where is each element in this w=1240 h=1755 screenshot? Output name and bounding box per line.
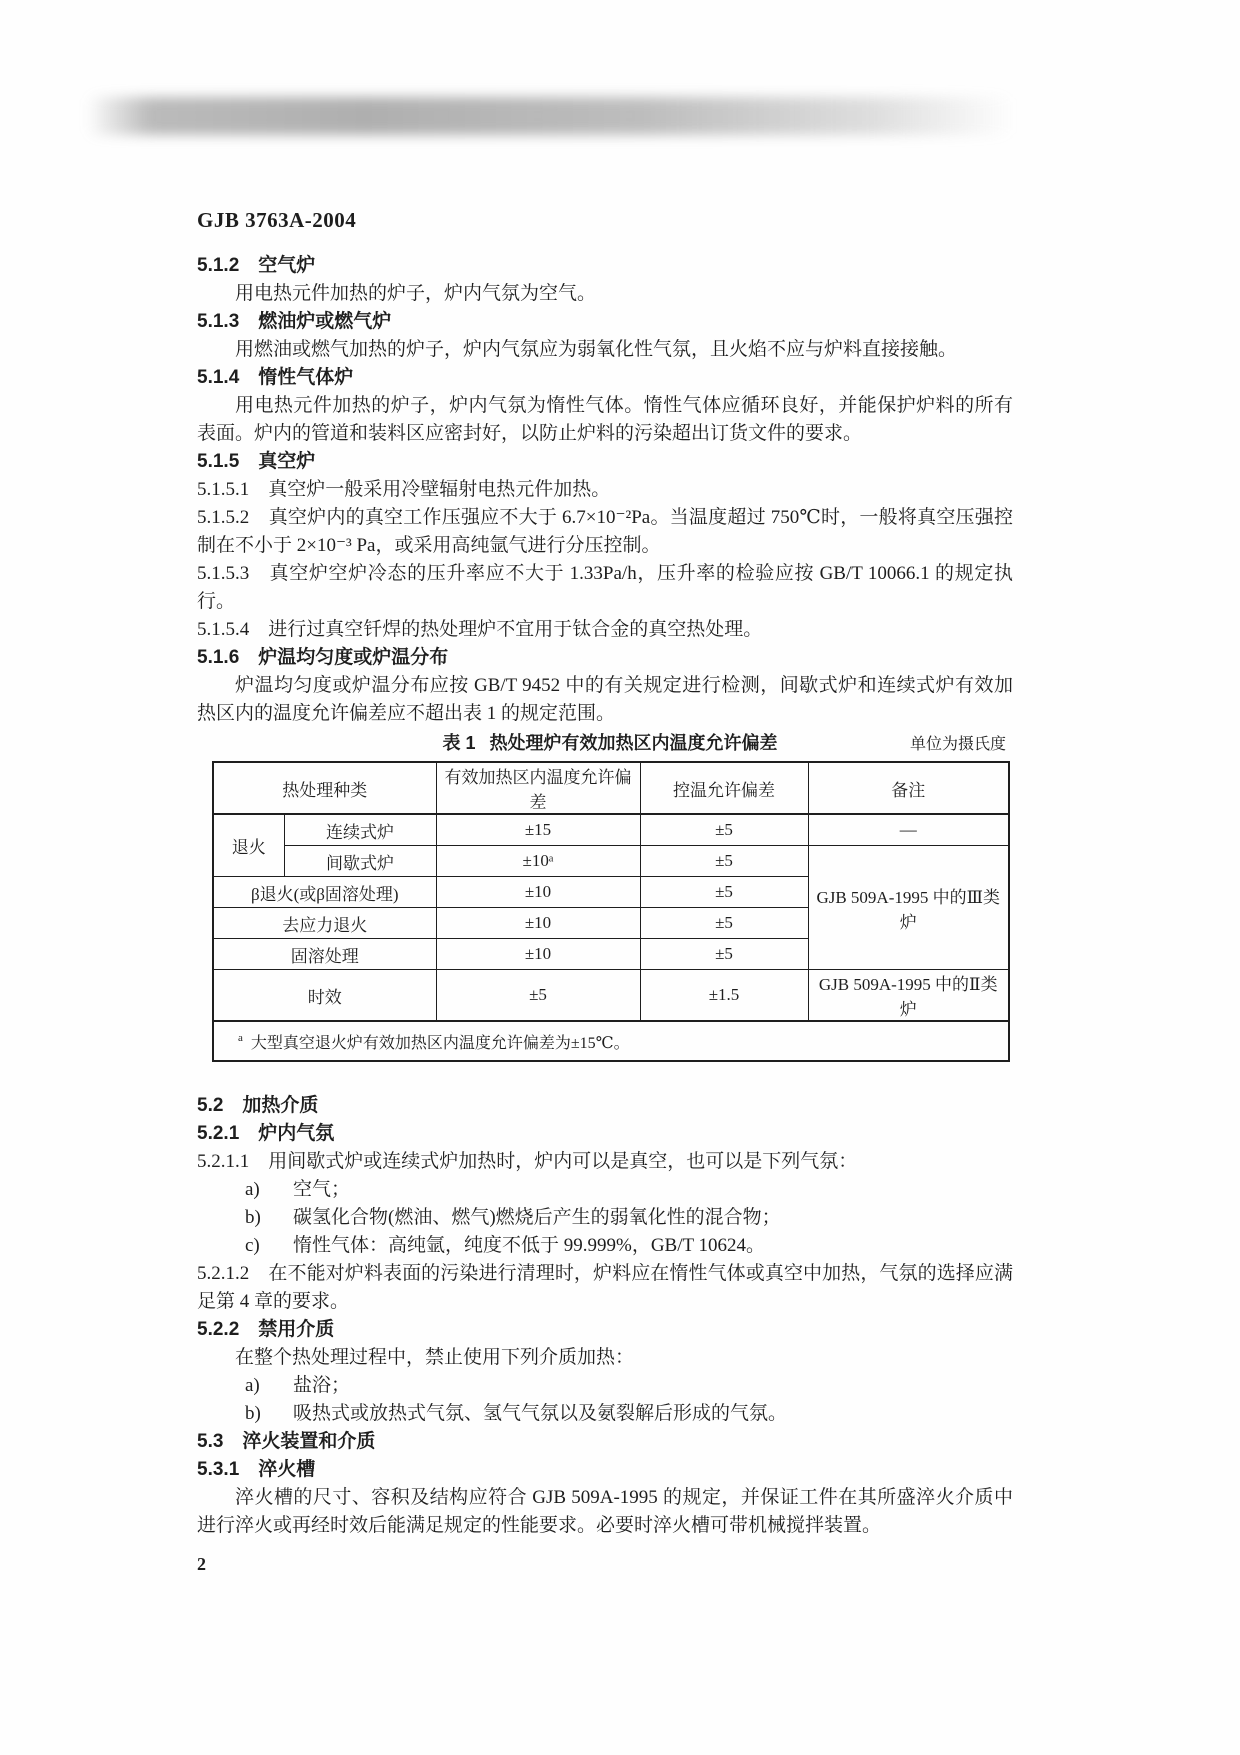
list-marker: a) — [245, 1179, 260, 1200]
cell-batch-control: ±5 — [640, 846, 808, 877]
scan-artifact-shadow — [86, 97, 1014, 135]
table1-header-row — [213, 762, 1009, 814]
heading-5-3-1: 5.3.1 淬火槽 — [197, 1459, 316, 1480]
heading-5-1-4: 5.1.4 惰性气体炉 — [197, 367, 354, 388]
heading-5-2-1: 5.2.1 炉内气氛 — [197, 1123, 335, 1144]
list-marker: a) — [245, 1375, 260, 1396]
list-text: 盐浴； — [293, 1375, 351, 1396]
cell-continuous-remark: — — [808, 814, 1009, 846]
para-5-3-1: 淬火槽的尺寸、容积及结构应符合 GJB 509A-1995 的规定，并保证工件在其所盛淬火介质中进行淬火或再经时效后能满足规定的性能要求。必要时淬火槽可带机械搅拌装置。 — [197, 1487, 1013, 1536]
table-row-aging — [213, 970, 1009, 1022]
document-content — [197, 206, 1013, 1578]
th-heat-treatment-type: 热处理种类 — [213, 762, 436, 814]
cell-aging-label: 时效 — [213, 970, 436, 1022]
th-remark: 备注 — [808, 762, 1009, 814]
cell-beta-control: ±5 — [640, 877, 808, 908]
heading-5-3: 5.3 淬火装置和介质 — [197, 1431, 376, 1452]
doc-number: GJB 3763A-2004 — [197, 208, 357, 232]
table1 — [212, 761, 1010, 1062]
cell-annealing-group: 退火 — [213, 814, 284, 877]
list-text: 碳氢化合物(燃油、燃气)燃烧后产生的弱氧化性的混合物； — [293, 1207, 781, 1228]
para-5-2-2: 在整个热处理过程中，禁止使用下列介质加热： — [235, 1347, 635, 1368]
cell-stress-relief-control: ±5 — [640, 908, 808, 939]
cell-stress-relief-zone: ±10 — [436, 908, 640, 939]
cell-aging-control: ±1.5 — [640, 970, 808, 1022]
cell-continuous-furnace: 连续式炉 — [284, 814, 436, 846]
heading-5-1-3: 5.1.3 燃油炉或燃气炉 — [197, 311, 392, 332]
para-5-1-5-1: 5.1.5.1 真空炉一般采用冷壁辐射电热元件加热。 — [197, 479, 611, 500]
table-row-continuous — [213, 814, 1009, 846]
list-marker: c) — [245, 1235, 260, 1256]
table-row-batch — [213, 846, 1009, 877]
para-5-1-3: 用燃油或燃气加热的炉子，炉内气氛应为弱氧化性气氛，且火焰不应与炉料直接接触。 — [235, 339, 958, 360]
cell-stress-relief-label: 去应力退火 — [213, 908, 436, 939]
list-text: 吸热式或放热式气氛、氢气气氛以及氨裂解后形成的气氛。 — [293, 1403, 788, 1424]
cell-batch-furnace: 间歇式炉 — [284, 846, 436, 877]
footnote-marker: a — [238, 1032, 243, 1045]
heading-5-1-2: 5.1.2 空气炉 — [197, 255, 316, 276]
para-5-1-2: 用电热元件加热的炉子，炉内气氛为空气。 — [235, 283, 597, 304]
table1-wrapper — [212, 730, 1008, 1062]
page-number: 2 — [197, 1554, 206, 1574]
heading-5-2-2: 5.2.2 禁用介质 — [197, 1319, 335, 1340]
para-5-1-5-4: 5.1.5.4 进行过真空钎焊的热处理炉不宜用于钛合金的真空热处理。 — [197, 619, 763, 640]
heading-5-2: 5.2 加热介质 — [197, 1095, 319, 1116]
table1-footnote — [213, 1021, 1009, 1061]
cell-continuous-control: ±5 — [640, 814, 808, 846]
table1-caption — [212, 730, 1008, 758]
list-marker: b) — [245, 1207, 261, 1228]
cell-solution-control: ±5 — [640, 939, 808, 970]
table1-caption-title: 热处理炉有效加热区内温度允许偏差 — [489, 733, 778, 753]
table1-unit-note: 单位为摄氏度 — [909, 736, 1006, 753]
para-5-1-4: 用电热元件加热的炉子，炉内气氛为惰性气体。惰性气体应循环良好，并能保护炉料的所有表面。炉内的管道和装料区应密封好，以防止炉料的污染超出订货文件的要求。 — [197, 395, 1013, 444]
heading-5-1-5: 5.1.5 真空炉 — [197, 451, 316, 472]
para-5-1-6: 炉温均匀度或炉温分布应按 GB/T 9452 中的有关规定进行检测，间歇式炉和连续式炉有效加热区内的温度允许偏差应不超出表 1 的规定范围。 — [197, 675, 1013, 724]
cell-aging-remark: GJB 509A-1995 中的Ⅱ类炉 — [808, 970, 1009, 1022]
list-text: 惰性气体：高纯氩，纯度不低于 99.999%，GB/T 10624。 — [293, 1235, 766, 1256]
list-item-forbidden-a — [197, 1372, 1013, 1400]
para-5-1-5-3: 5.1.5.3 真空炉空炉冷态的压升率应不大于 1.33Pa/h，压升率的检验应按 GB/T 10066.1 的规定执行。 — [197, 563, 1013, 612]
cell-merged-remark: GJB 509A-1995 中的Ⅲ类炉 — [808, 846, 1009, 970]
list-text: 空气； — [293, 1179, 351, 1200]
list-item-forbidden-b — [197, 1400, 1013, 1428]
cell-beta-zone: ±10 — [436, 877, 640, 908]
list-marker: b) — [245, 1403, 261, 1424]
cell-solution-zone: ±10 — [436, 939, 640, 970]
cell-solution-label: 固溶处理 — [213, 939, 436, 970]
th-zone-deviation: 有效加热区内温度允许偏差 — [436, 762, 640, 814]
spacer — [197, 1062, 1013, 1092]
para-5-2-1-2: 5.2.1.2 在不能对炉料表面的污染进行清理时，炉料应在惰性气体或真空中加热，气氛的选择应满足第 4 章的要求。 — [197, 1263, 1013, 1312]
cell-batch-zone: ±10ᵃ — [436, 846, 640, 877]
th-control-deviation: 控温允许偏差 — [640, 762, 808, 814]
cell-aging-zone: ±5 — [436, 970, 640, 1022]
footnote-text: 大型真空退火炉有效加热区内温度允许偏差为±15℃。 — [250, 1034, 630, 1052]
list-item-atmosphere-c — [197, 1232, 1013, 1260]
list-item-atmosphere-a — [197, 1176, 1013, 1204]
table1-caption-label: 表 1 — [442, 733, 476, 753]
para-5-2-1-1: 5.2.1.1 用间歇式炉或连续式炉加热时，炉内可以是真空，也可以是下列气氛： — [197, 1151, 858, 1172]
cell-continuous-zone: ±15 — [436, 814, 640, 846]
heading-5-1-6: 5.1.6 炉温均匀度或炉温分布 — [197, 647, 449, 668]
list-item-atmosphere-b — [197, 1204, 1013, 1232]
para-5-1-5-2: 5.1.5.2 真空炉内的真空工作压强应不大于 6.7×10⁻²Pa。当温度超过 750℃时，一般将真空压强控制在不小于 2×10⁻³ Pa，或采用高纯氩气进行分压控制。 — [197, 507, 1013, 556]
cell-beta-label: β退火(或β固溶处理) — [213, 877, 436, 908]
table1-footnote-row — [213, 1021, 1009, 1061]
